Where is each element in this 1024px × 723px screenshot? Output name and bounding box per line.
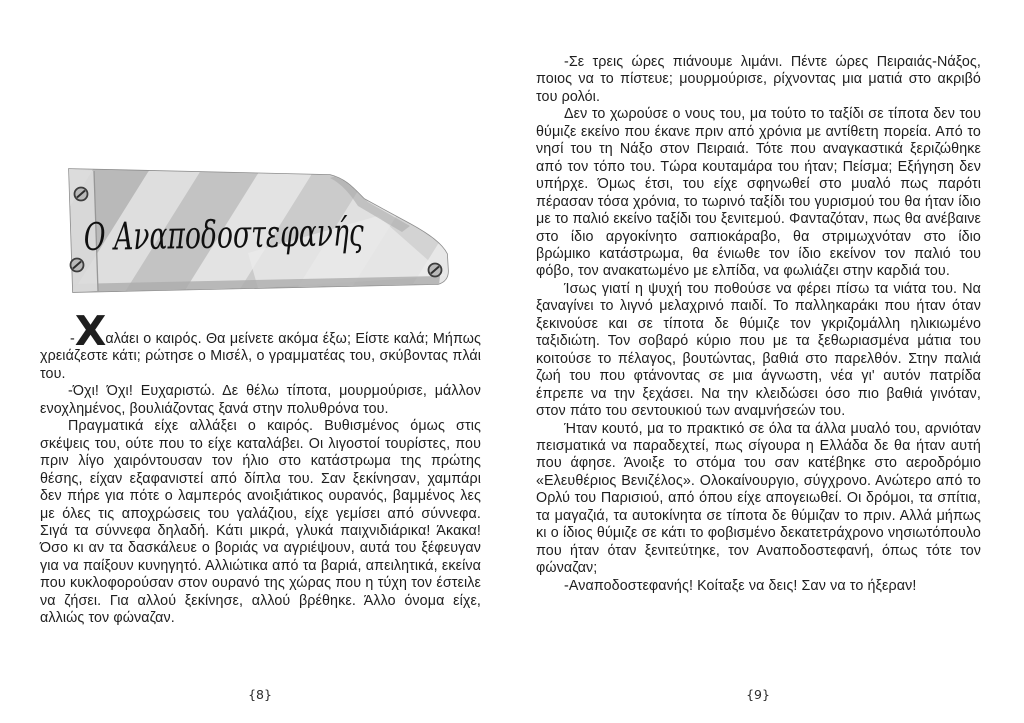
screw-icon (75, 188, 88, 201)
paragraph: Πραγματικά είχε αλλάξει ο καιρός. Βυθισμένος όμως στις σκέψεις του, ούτε που το είχε καταλάβει. Οι λιγοστοί τουρίστες, που πριν λίγο χαιρόντουσαν τον ήλιο στο κατάστρωμα της πρώτης θέσης, είχαν εξαφανιστεί από δίπλα του. Σαν ξεκίνησαν, χαμπάρι δεν πήρε για πότε ο λαμπερός ανοιξιάτικος ουρανός, βαμμένος λες με όλες τις αποχρώσεις του γαλάζιου, είχε γεμίσει από σύννεφα. Σιγά τα σύννεφα δηλαδή. Κάτι μικρά, γλυκά παιχνιδιάρικα! Άκακα! Όσο κι αν τα δασκάλευε ο βοριάς να αγριέψουν, αυτά του ξέφευγαν για να παίξουν κυνηγητό. Αλλιώτικα από τα βαριά, απειλητικά, εκείνα που κυκλοφορούσαν στον ουρανό της χώρας που η τύχη τον έστειλε να ζήσει. Για αλλού ξεκίνησε, αλλού βρέθηκε. Άλλο όνομα είχε, αλλιώς τον φώναζαν. (40, 418, 481, 627)
paragraph: -Όχι! Όχι! Ευχαριστώ. Δε θέλω τίποτα, μουρμούρισε, μάλλον ενοχλημένος, βουλιάζοντας ξανά στην πολυθρόνα του. (40, 383, 481, 417)
paragraph: -Σε τρεις ώρες πιάνουμε λιμάνι. Πέντε ώρες Πειραιάς-Νάξος, ποιος να το πίστευε; μουρμούρισε, ρίχνοντας μια ματιά στο ακριβό του ρολόι. (536, 54, 981, 105)
opening-text: αλάει ο καιρός. Θα μείνετε ακόμα έξω; Είστε καλά; Μήπως χρειάζεστε κάτι; ρώτησε ο Μισέλ, ο γραμματέας του, σκύβοντας πλάι του. (40, 331, 481, 382)
drop-cap: Χ (74, 307, 106, 355)
right-page-text (536, 54, 981, 595)
paragraph: -Αναποδοστεφανής! Κοίταξε να δεις! Σαν να το ήξεραν! (564, 577, 917, 594)
left-page-text (40, 307, 481, 628)
paragraph: Ίσως γιατί η ψυχή του ποθούσε να φέρει πίσω τα νιάτα του. Να ξαναγίνει το λιγνό μελαχρινό παιδί. Το παλληκαράκι που ήταν όταν ξεκινούσε και σε τίποτα δε θύμιζε τον γκριζομάλλη ηλικιωμένο ταξιδιώτη. Τον σοβαρό κύριο που με τα ξεθωριασμένα μάτια του κοιτούσε το πέλαγος, βουτώντας, βαθιά στο παρελθόν. Στην παλιά ζωή του που φτάνοντας σε μια άγνωστη, νέα γι' αυτόν πατρίδα έπρεπε να την ξεχάσει. Να την κλειδώσει όσο πιο βαθιά γινόταν, στον πάτο του σεντουκιού των αναμνήσεών του. (536, 280, 981, 420)
page-number-left: {8} (248, 687, 272, 702)
wooden-sign-illustration (58, 158, 478, 310)
screw-icon (71, 259, 84, 272)
sign-caption: Ο Αναποδοστεφανής (83, 208, 478, 259)
paragraph-opening (40, 307, 481, 383)
page-number-right: {9} (746, 687, 770, 702)
wooden-sign-svg (58, 158, 478, 310)
dialogue-dash: - (70, 331, 75, 347)
screw-icon (429, 264, 442, 277)
paragraph: Ήταν κουτό, μα το πρακτικό σε όλα τα άλλα μυαλό του, αρνιόταν πεισματικά να παραδεχτεί, πως σίγουρα η Ελλάδα δε θα ήταν αυτή που άφησε. Άνοιξε το στόμα του σαν κατέβηκε στο αεροδρόμιο «Ελευθέριος Βενιζέλος». Ολοκαίνουργιο, σύγχρονο. Ανώτερο από το Ορλύ του Παρισιού, από όπου είχε απογειωθεί. Οι δρόμοι, τα σπίτια, τα μαγαζιά, τα αυτοκίνητα σε τίποτα δε θύμιζαν το πριν. Αλλά μήπως κι ο ίδιος θύμιζε σε κάτι το φοβισμένο δεκατετράχρονο νησιωτόπουλο που ήταν όταν ξενιτεύτηκε, τον Αναποδοστεφανή, όπως τότε τον φώναζαν; (536, 420, 981, 577)
paragraph: Δεν το χωρούσε ο νους του, μα τούτο το ταξίδι σε τίποτα δεν του θύμιζε εκείνο που έκανε πριν από χρόνια με αντίθετη πορεία. Από το νησί του τη Νάξο στον Πειραιά. Τότε που αναγκαστικά ξεριζώθηκε από τον τόπο του. Τώρα κουταμάρα του ήταν; Πείσμα; Εξήγηση δεν υπήρχε. Όμως έτσι, του είχε σφηνωθεί στο μυαλό πως παρότι πέρασαν τόσα χρόνια, το τωρινό ταξίδι του γυρισμού του θα ήταν ίδιο με το παλιό εκείνο ταξίδι του ξενιτεμού. Φανταζόταν, πως θα ανέβαινε στο ίδιο αργοκίνητο σαπιοκάραβο, θα στριμωχνόταν στο ίδιο βρώμικο κατάστρωμα, θα ένιωθε τον ίδιο εκείνον τον παλιό του φόβο, τον ανακατωμένο με ελπίδα, να φωλιάζει στην καρδιά του. (536, 106, 982, 280)
